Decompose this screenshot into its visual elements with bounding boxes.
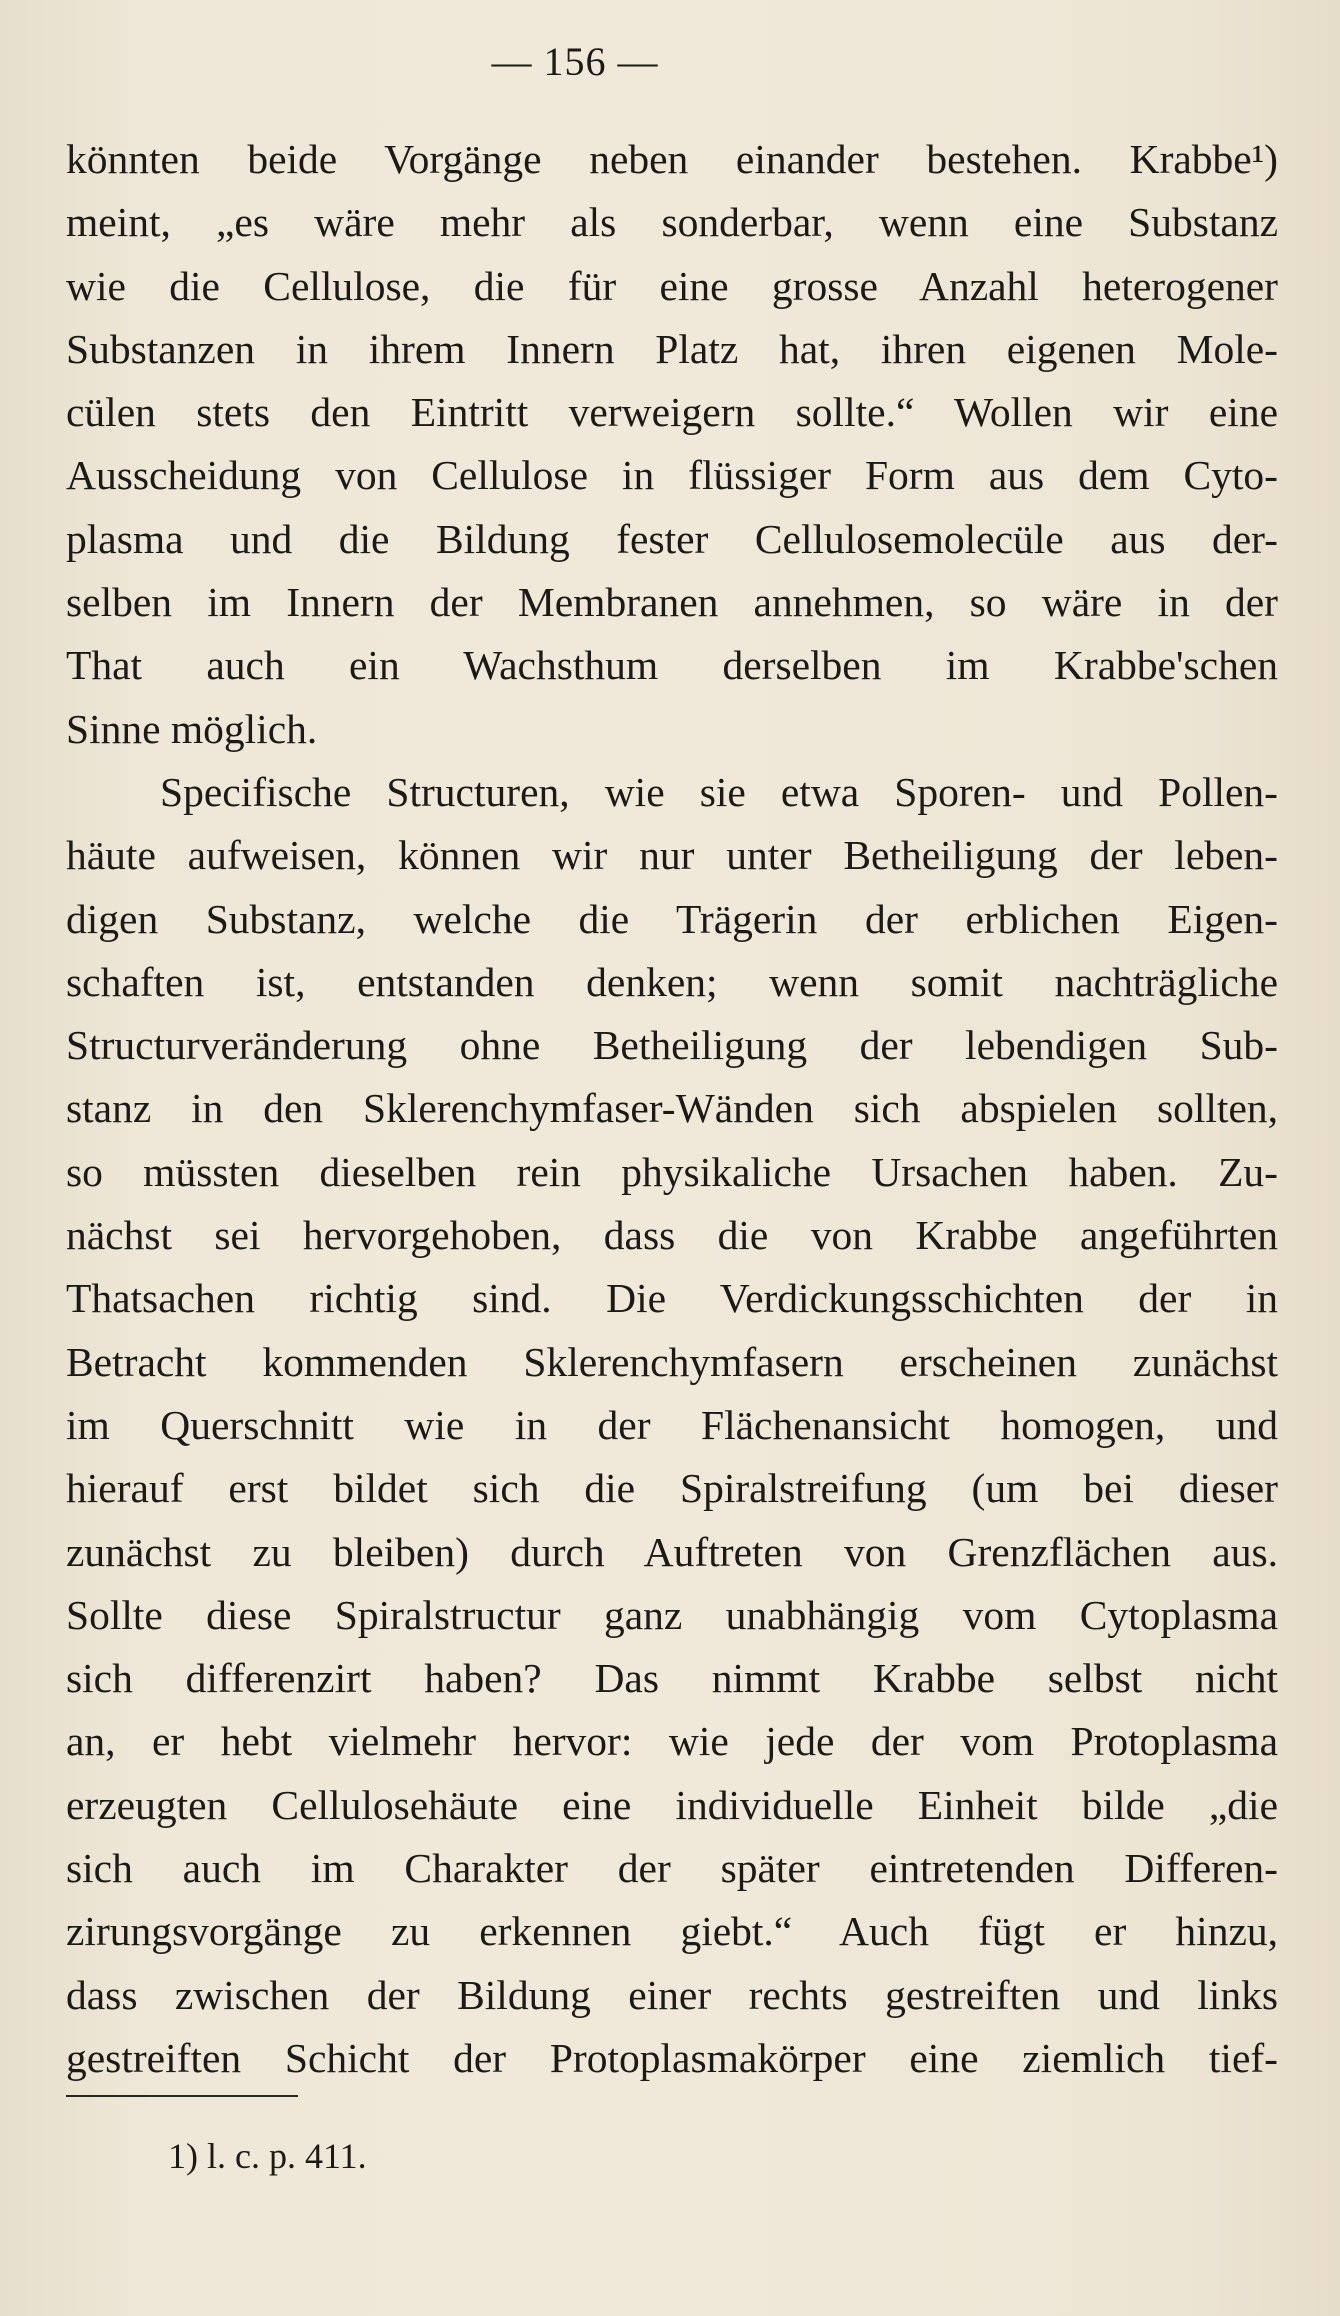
text-line: so müssten dieselben rein physikaliche Ursachen haben. Zu- xyxy=(66,1148,1278,1195)
text-line: Substanzen in ihrem Innern Platz hat, ihren eigenen Mole- xyxy=(66,325,1278,372)
text-line: erzeugten Cellulosehäute eine individuelle Einheit bilde „die xyxy=(66,1781,1278,1828)
text-line: zunächst zu bleiben) durch Auftreten von Grenzflächen aus. xyxy=(66,1528,1278,1575)
text-line: stanz in den Sklerenchymfaser-Wänden sich abspielen sollten, xyxy=(66,1085,1278,1132)
text-line: schaften ist, entstanden denken; wenn somit nachträgliche xyxy=(66,958,1278,1005)
text-line: Ausscheidung von Cellulose in flüssiger Form aus dem Cyto- xyxy=(66,452,1278,499)
text-line: dass zwischen der Bildung einer rechts gestreiften und links xyxy=(66,1971,1278,2018)
text-line: zirungsvorgänge zu erkennen giebt.“ Auch fügt er hinzu, xyxy=(66,1908,1278,1955)
text-line: Thatsachen richtig sind. Die Verdickungsschichten der in xyxy=(66,1275,1278,1322)
text-line: im Querschnitt wie in der Flächenansicht homogen, und xyxy=(66,1401,1278,1448)
footnote-divider xyxy=(66,2095,298,2097)
text-line: digen Substanz, welche die Trägerin der erblichen Eigen- xyxy=(66,895,1278,942)
text-line: cülen stets den Eintritt verweigern sollte.“ Wollen wir eine xyxy=(66,389,1278,436)
body-text xyxy=(66,128,1278,2090)
text-line: Sollte diese Spiralstructur ganz unabhängig vom Cytoplasma xyxy=(66,1591,1278,1638)
text-line: Betracht kommenden Sklerenchymfasern erscheinen zunächst xyxy=(66,1338,1278,1385)
text-line: an, er hebt vielmehr hervor: wie jede der vom Protoplasma xyxy=(66,1718,1278,1765)
text-line: wie die Cellulose, die für eine grosse Anzahl heterogener xyxy=(66,262,1278,309)
text-line: hierauf erst bildet sich die Spiralstreifung (um bei dieser xyxy=(66,1465,1278,1512)
text-line: könnten beide Vorgänge neben einander bestehen. Krabbe¹) xyxy=(66,136,1278,182)
text-line: sich differenzirt haben? Das nimmt Krabbe selbst nicht xyxy=(66,1655,1278,1702)
text-line: Specifische Structuren, wie sie etwa Sporen- und Pollen- xyxy=(160,768,1278,815)
text-line: That auch ein Wachsthum derselben im Krabbe'schen xyxy=(66,642,1278,689)
text-line: selben im Innern der Membranen annehmen, so wäre in der xyxy=(66,579,1278,626)
text-line: gestreiften Schicht der Protoplasmakörper eine ziemlich tief- xyxy=(66,2034,1278,2081)
text-line: Structurveränderung ohne Betheiligung der lebendigen Sub- xyxy=(66,1022,1278,1069)
text-line: meint, „es wäre mehr als sonderbar, wenn eine Substanz xyxy=(66,199,1278,246)
text-line: plasma und die Bildung fester Cellulosemolecüle aus der- xyxy=(66,515,1278,562)
text-line: sich auch im Charakter der später eintretenden Differen- xyxy=(66,1845,1278,1892)
text-line: nächst sei hervorgehoben, dass die von Krabbe angeführten xyxy=(66,1212,1278,1259)
page-number: — 156 — xyxy=(491,39,659,84)
text-line: häute aufweisen, können wir nur unter Betheiligung der leben- xyxy=(66,832,1278,879)
text-line: Sinne möglich. xyxy=(66,705,318,752)
footnote: 1) l. c. p. 411. xyxy=(168,2136,367,2176)
